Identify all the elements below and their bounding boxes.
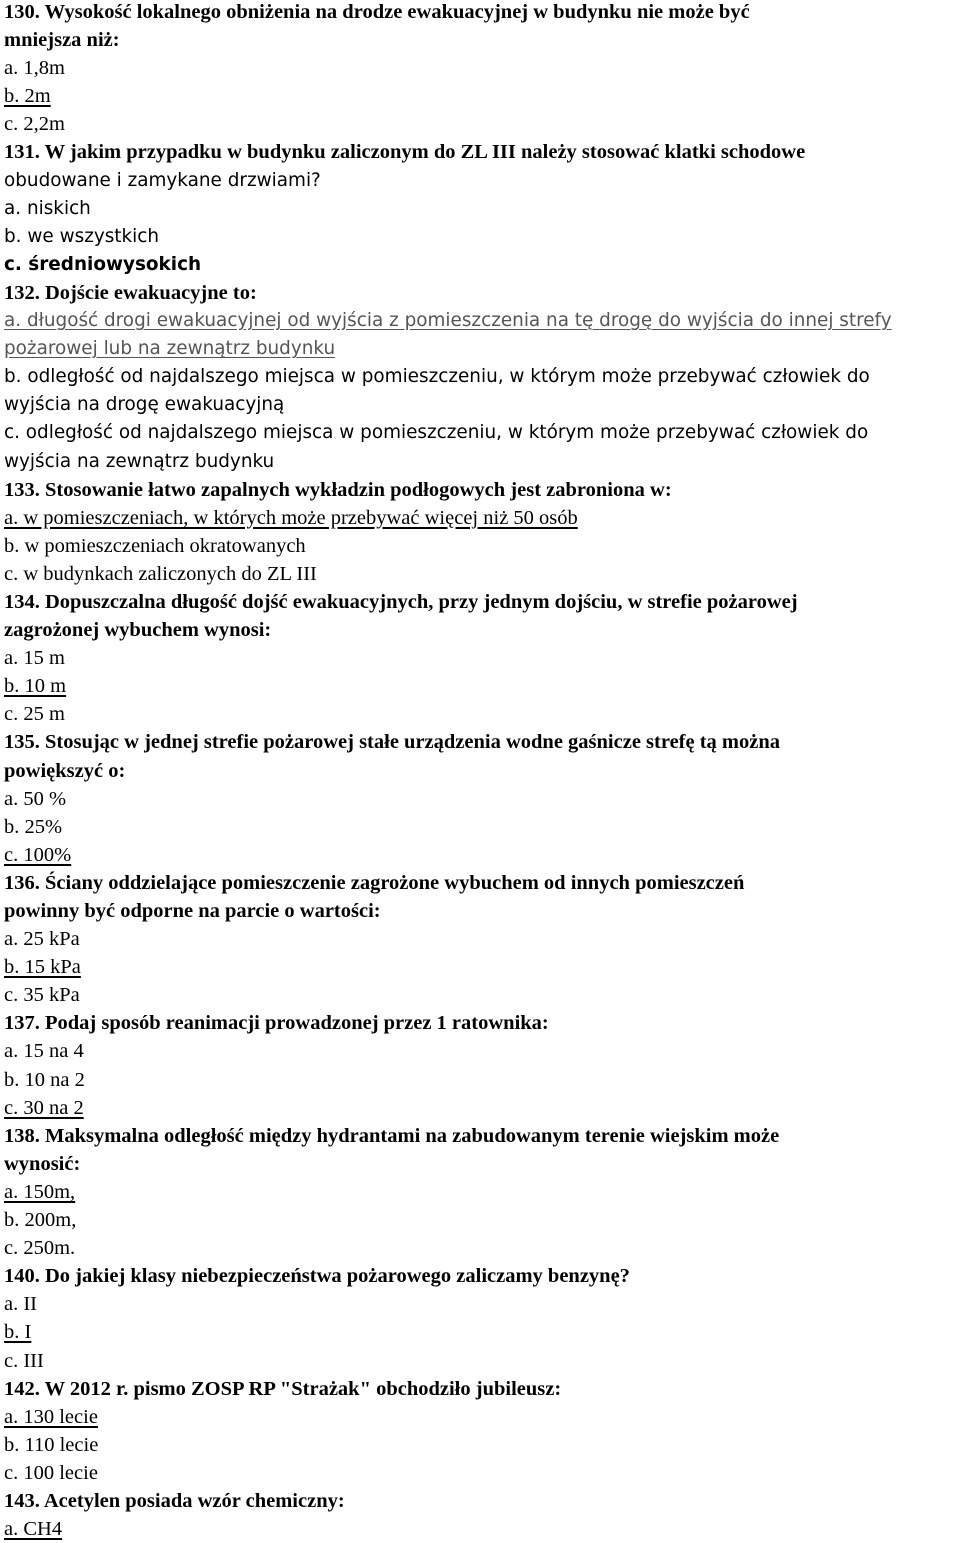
answer-c: c. 25 m [4,703,65,726]
question-text: 135. Stosując w jednej strefie pożarowej stałe urządzenia wodne gaśnicze strefę tą można [4,731,781,754]
answer-a: a. 50 % [4,787,67,810]
answer-b: b. we wszystkich [4,225,160,247]
answer-c: c. 2,2m [4,113,65,136]
question-135 [4,728,954,868]
answer-c: c. w budynkach zaliczonych do ZL III [4,562,317,585]
answer-b: b. odległość od najdalszego miejsca w pomieszczeniu, w którym może przebywać człowiek do [4,366,870,388]
question-text: 138. Maksymalna odległość między hydrantami na zabudowanym terenie wiejskim może [4,1124,780,1147]
question-131 [4,138,954,278]
question-133 [4,476,954,588]
question-text: 136. Ściany oddzielające pomieszczenie zagrożone wybuchem od innych pomieszczeń [4,871,745,894]
question-140 [4,1262,954,1374]
answer-a-correct: a. 130 lecie [4,1405,98,1428]
answer-a-correct: a. w pomieszczeniach, w których może przebywać więcej niż 50 osób [4,506,578,529]
answer-a: a. niskich [4,197,91,219]
question-text: 137. Podaj sposób reanimacji prowadzonej przez 1 ratownika: [4,1012,549,1035]
answer-c: c. 100 lecie [4,1461,98,1484]
question-text: 132. Dojście ewakuacyjne to: [4,281,257,304]
answer-c-correct: c. 100% [4,843,72,866]
answer-a: a. II [4,1293,38,1316]
question-text: zagrożonej wybuchem wynosi: [4,619,272,642]
question-text: mniejsza niż: [4,29,120,52]
question-text: powiększyć o: [4,759,126,782]
question-text: 133. Stosowanie łatwo zapalnych wykładzin podłogowych jest zabroniona w: [4,478,672,501]
question-text: obudowane i zamykane drzwiami? [4,169,321,191]
answer-a: a. 15 na 4 [4,1040,84,1063]
question-137 [4,1009,954,1121]
question-text: 130. Wysokość lokalnego obniżenia na drodze ewakuacyjnej w budynku nie może być [4,1,750,23]
question-text: 143. Acetylen posiada wzór chemiczny: [4,1489,345,1512]
question-130 [4,0,954,138]
answer-c: c. III [4,1349,44,1372]
answer-a-correct: a. CH4 [4,1518,63,1541]
answer-c: c. 250m. [4,1237,76,1260]
answer-a-correct: a. 150m, [4,1180,76,1203]
question-142 [4,1375,954,1487]
question-text: 134. Dopuszczalna długość dojść ewakuacyjnych, przy jednym dojściu, w strefie pożarowej [4,590,798,613]
answer-a-correct: a. długość drogi ewakuacyjnej od wyjścia z pomieszczenia na tę drogę do wyjścia do innej strefy [4,310,892,332]
answer-b: b. 110 lecie [4,1433,99,1456]
question-134 [4,588,954,728]
answer-b-correct: b. 2m [4,85,51,108]
answer-b-correct: b. 10 m [4,675,67,698]
question-text: powinny być odporne na parcie o wartości: [4,900,381,922]
question-138 [4,1122,954,1262]
answer-b: b. 25% [4,815,63,838]
question-text: 131. W jakim przypadku w budynku zaliczonym do ZL III należy stosować klatki schodowe [4,141,806,164]
answer-b-cont: wyjścia na drogę ewakuacyjną [4,394,285,416]
answer-c-cont: wyjścia na zewnątrz budynku [4,450,275,472]
answer-b-correct: b. I [4,1321,32,1344]
question-143 [4,1487,954,1543]
answer-a: a. 25 kPa [4,928,80,951]
answer-a-correct-cont: pożarowej lub na zewnątrz budynku [4,338,336,360]
answer-b: b. w pomieszczeniach okratowanych [4,534,306,557]
answer-c: c. odległość od najdalszego miejsca w pomieszczeniu, w którym może przebywać człowiek do [4,422,869,444]
question-132 [4,279,954,476]
question-text: 140. Do jakiej klasy niebezpieczeństwa pożarowego zaliczamy benzynę? [4,1265,630,1288]
answer-c-correct: c. 30 na 2 [4,1096,84,1119]
answer-b-correct: b. 15 kPa [4,956,81,979]
question-text: 142. W 2012 r. pismo ZOSP RP "Strażak" obchodziło jubileusz: [4,1377,562,1400]
answer-b: b. 200m, [4,1209,77,1232]
answer-c: c. 35 kPa [4,984,80,1007]
answer-a: a. 1,8m [4,57,65,80]
answer-b: b. 10 na 2 [4,1068,85,1091]
question-136 [4,869,954,1009]
answer-c-correct: c. średniowysokich [4,253,202,275]
question-text: wynosić: [4,1152,81,1175]
answer-a: a. 15 m [4,647,65,670]
document-page [4,0,954,1543]
